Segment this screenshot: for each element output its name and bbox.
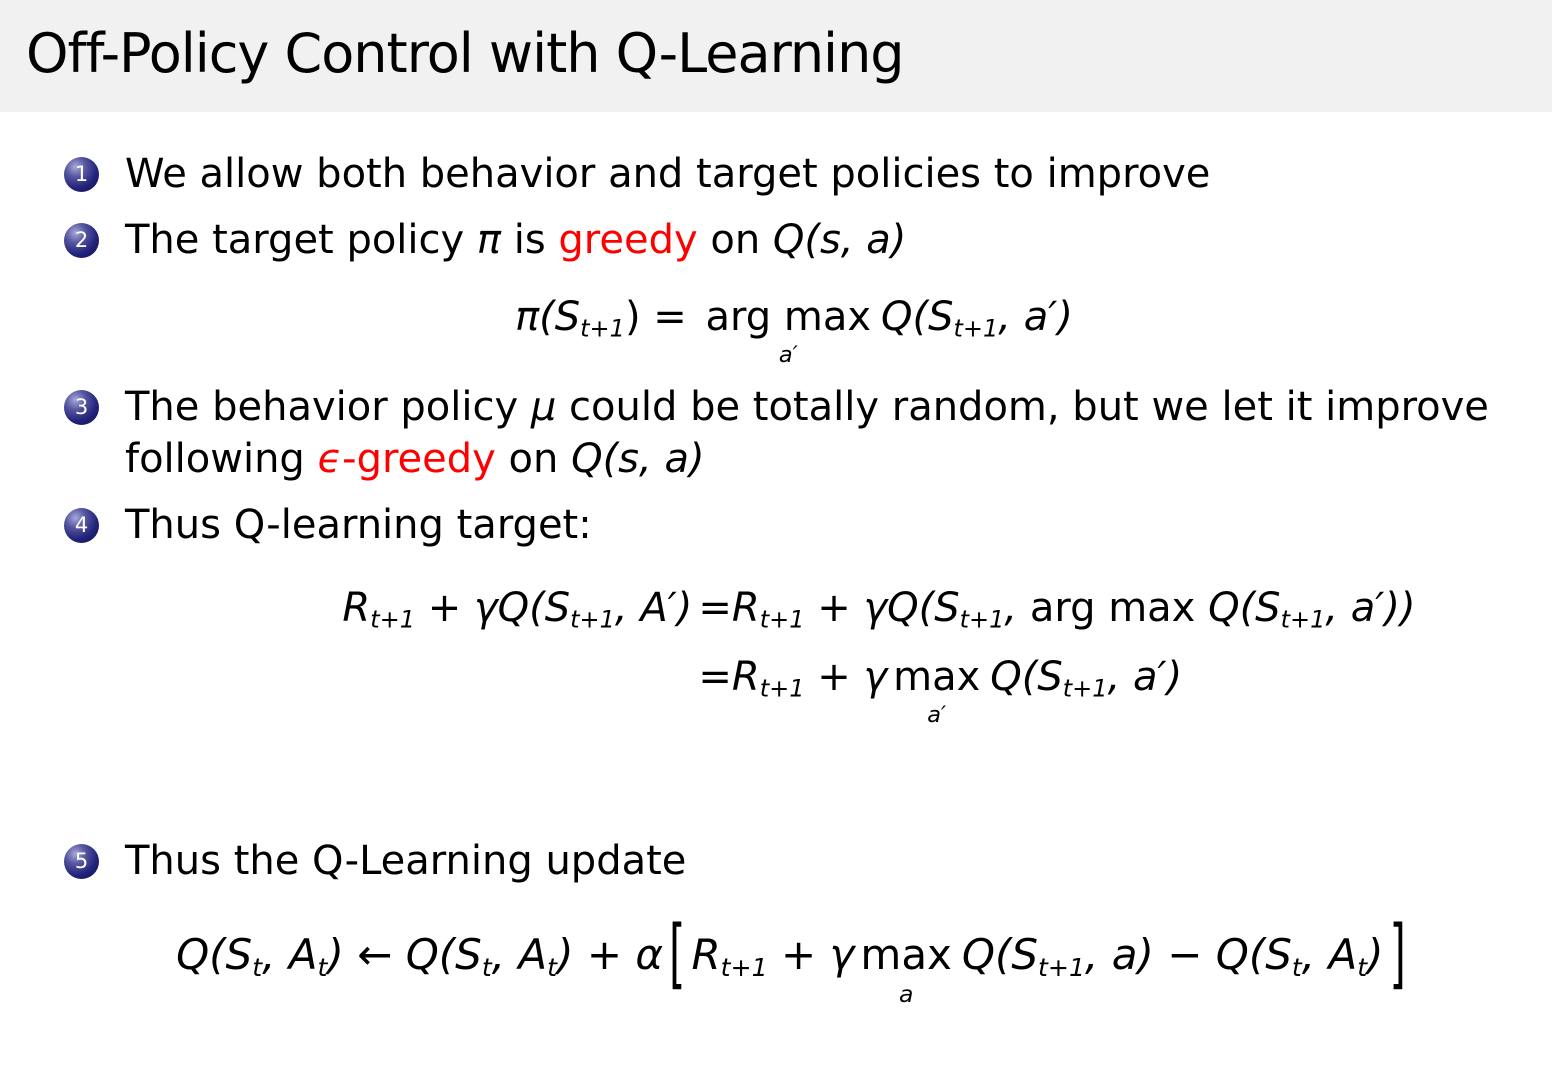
math-token: , A (491, 930, 548, 980)
math-token: + (767, 930, 830, 980)
math-token: − (1153, 930, 1216, 980)
math-subscript: t+1 (1038, 953, 1086, 983)
math-symbol-pi: π (476, 217, 502, 263)
math-subscript: t+1 (580, 314, 625, 343)
math-token: γQ(S (863, 585, 960, 632)
alert-text-greedy: -greedy (342, 436, 496, 483)
alert-text-epsilon: ϵ (317, 436, 343, 483)
math-token: , a) (1085, 930, 1154, 980)
formula-qlearning-update (64, 909, 1524, 1009)
operator-label: arg max (705, 294, 872, 340)
text-segment: The target policy (125, 217, 477, 263)
math-token: , a′) (1107, 654, 1183, 701)
argmax-operator (705, 290, 872, 368)
title-bar (0, 0, 1552, 112)
assignment-arrow: ← (357, 930, 406, 980)
formula-qlearning-target (172, 581, 1416, 728)
text-segment: could be totally random, but we let it improve following (125, 384, 1489, 483)
math-subscript: t (481, 953, 492, 983)
math-token: R (342, 585, 371, 632)
bullet-text (125, 381, 1524, 485)
operator-underscript: a (898, 980, 914, 1009)
argmax-operator: arg max (1029, 585, 1209, 632)
math-subscript: t+1 (959, 605, 1005, 634)
math-token: Q(S (881, 294, 954, 340)
math-token: + (804, 654, 864, 701)
text-segment: on (495, 436, 572, 483)
equation-line-1 (172, 581, 1415, 636)
math-symbol-alpha: α (635, 930, 664, 980)
max-operator (893, 650, 981, 728)
bullet-item-4 (64, 499, 1524, 551)
math-token: , (1004, 585, 1030, 632)
math-symbol-gamma: γ (829, 930, 855, 980)
math-token: + (804, 585, 864, 632)
max-operator (860, 927, 952, 1009)
math-token: R (731, 585, 760, 632)
bullet-number-badge (64, 844, 99, 879)
text-segment: We allow both behavior and target policies to improve (125, 151, 1211, 197)
equation-lhs (172, 581, 692, 636)
bullet-text (125, 148, 1524, 200)
math-token: ) (327, 930, 358, 980)
math-symbol-gamma: γ (863, 654, 888, 701)
math-token: = (698, 585, 732, 632)
bullet-number-badge (64, 157, 99, 192)
alert-text-greedy: greedy (558, 217, 698, 263)
bullet-text (125, 835, 1524, 887)
text-segment: Thus the Q-Learning update (125, 838, 687, 885)
bullet-number-badge (64, 223, 99, 258)
math-token: , a′) (998, 294, 1073, 340)
math-token: Q(S (405, 930, 482, 980)
math-token: R (731, 654, 760, 701)
operator-underscript: a′ (927, 701, 947, 728)
bullet-number: 3 (74, 394, 89, 419)
math-token: , A (1301, 930, 1358, 980)
bullet-number-badge (64, 508, 99, 543)
text-segment: on (697, 217, 773, 263)
bullet-item-1 (64, 148, 1524, 200)
math-token: ) = (624, 294, 700, 340)
math-subscript: t (317, 953, 328, 983)
math-token: Q(s, a) (571, 436, 705, 483)
math-token: Q(S (1208, 585, 1281, 632)
math-token: Q(s, a) (772, 217, 907, 263)
formula-target-policy (64, 290, 1524, 368)
equation-rhs (692, 654, 1183, 728)
bullet-number: 4 (74, 512, 89, 537)
bullet-item-5 (64, 835, 1524, 887)
math-token: , a′)) (1325, 585, 1416, 632)
math-token: = (698, 654, 732, 701)
math-subscript: t+1 (759, 605, 805, 634)
math-subscript: t (252, 953, 263, 983)
bullet-number: 1 (74, 161, 89, 186)
math-token: R (691, 930, 721, 980)
operator-label: max (893, 654, 981, 701)
text-segment: Thus Q-learning target: (125, 502, 592, 549)
math-token: , A (262, 930, 318, 980)
math-subscript: t (1291, 953, 1302, 983)
text-segment: The behavior policy (125, 384, 531, 431)
math-token: γQ(S (473, 585, 571, 632)
math-token: Q(S (1215, 930, 1292, 980)
slide-title: Off-Policy Control with Q-Learning (26, 21, 904, 85)
math-subscript: t (547, 953, 558, 983)
bullet-text (125, 214, 1524, 266)
math-subscript: t+1 (720, 953, 768, 983)
operator-label: max (860, 930, 952, 980)
math-subscript: t+1 (1062, 674, 1108, 703)
math-token: Q(S (990, 654, 1063, 701)
math-symbol-mu: μ (530, 384, 557, 431)
math-token: + (415, 585, 474, 632)
math-subscript: t+1 (570, 605, 615, 634)
bullet-item-2 (64, 214, 1524, 266)
math-token: Q(S (176, 930, 253, 980)
math-subscript: t+1 (1280, 605, 1326, 634)
bullet-number-badge (64, 390, 99, 425)
bracket-left: [ (669, 909, 686, 998)
equation-rhs (692, 585, 1416, 634)
math-token: ) (1367, 930, 1384, 980)
bracket-right: ] (1389, 909, 1406, 998)
math-token: , A′) (614, 585, 693, 632)
slide-body (0, 112, 1552, 1009)
text-segment: is (501, 217, 559, 263)
equation-line-2 (172, 650, 1415, 728)
math-token: Q(S (961, 930, 1039, 980)
bullet-number: 2 (74, 227, 89, 252)
math-token: + (586, 930, 636, 980)
math-subscript: t+1 (953, 314, 999, 343)
math-token: ) (557, 930, 587, 980)
math-subscript: t+1 (759, 674, 805, 703)
bullet-text (125, 499, 1524, 551)
math-token: π(S (515, 294, 581, 340)
math-subscript: t+1 (370, 605, 415, 634)
bullet-number: 5 (74, 849, 89, 874)
math-subscript: t (1357, 953, 1368, 983)
operator-underscript: a′ (778, 341, 798, 368)
bullet-item-3 (64, 381, 1524, 485)
